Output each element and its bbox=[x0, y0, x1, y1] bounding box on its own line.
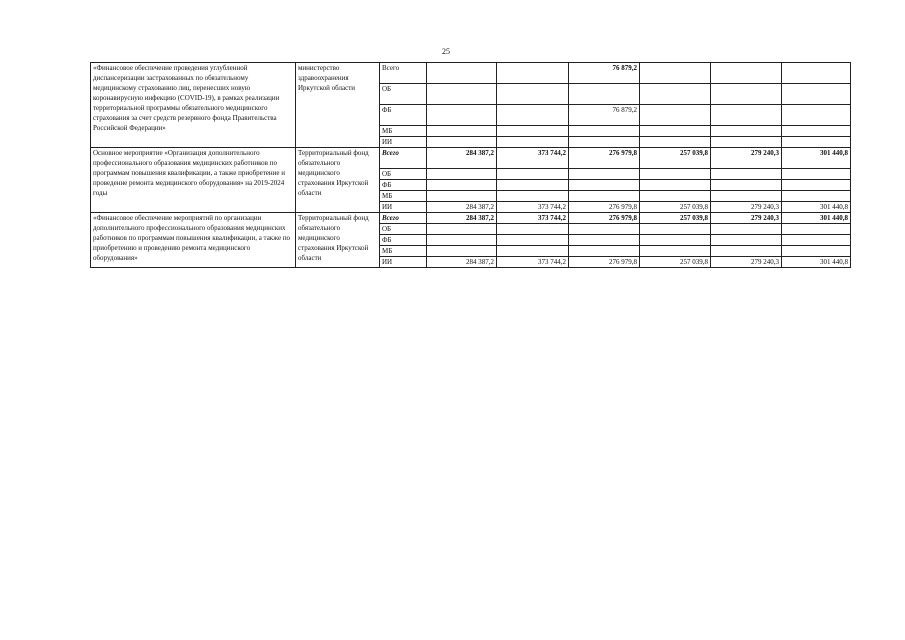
amount-cell bbox=[569, 191, 640, 202]
amount-cell: 301 440,8 bbox=[782, 148, 851, 169]
amount-cell: 276 979,8 bbox=[569, 148, 640, 169]
amount-cell bbox=[569, 84, 640, 105]
funding-source-cell: ОБ bbox=[380, 169, 427, 180]
amount-cell bbox=[711, 191, 782, 202]
amount-cell bbox=[497, 137, 569, 148]
amount-cell bbox=[497, 169, 569, 180]
amount-cell bbox=[640, 246, 711, 257]
amount-cell bbox=[569, 246, 640, 257]
funding-source-cell: ИИ bbox=[380, 137, 427, 148]
amount-cell bbox=[782, 126, 851, 137]
amount-cell bbox=[640, 126, 711, 137]
page-number: 25 bbox=[442, 47, 450, 56]
amount-cell bbox=[427, 63, 497, 84]
amount-cell bbox=[640, 224, 711, 235]
executor-cell: Территориальный фонд обязательного медицинского страхования Иркутской области bbox=[296, 213, 380, 268]
funding-source-cell: МБ bbox=[380, 191, 427, 202]
activity-name-cell: Основное мероприятие «Организация дополнительного профессионального образования медицинских работников по программам повышения квалификации, а также приобретение и проведение ремонта медицинского оборудования» на 2019-2024 годы bbox=[91, 148, 296, 213]
amount-cell: 76 879,2 bbox=[569, 63, 640, 84]
amount-cell bbox=[711, 224, 782, 235]
amount-cell bbox=[711, 63, 782, 84]
amount-cell: 276 979,8 bbox=[569, 257, 640, 268]
amount-cell bbox=[640, 235, 711, 246]
funding-source-cell: ФБ bbox=[380, 180, 427, 191]
amount-cell: 373 744,2 bbox=[497, 148, 569, 169]
amount-cell: 301 440,8 bbox=[782, 257, 851, 268]
amount-cell: 284 387,2 bbox=[427, 257, 497, 268]
amount-cell bbox=[782, 84, 851, 105]
amount-cell bbox=[569, 126, 640, 137]
funding-source-cell: ФБ bbox=[380, 235, 427, 246]
executor-cell: министерство здравоохранения Иркутской области bbox=[296, 63, 380, 148]
funding-source-cell: ФБ bbox=[380, 105, 427, 126]
amount-cell bbox=[427, 224, 497, 235]
amount-cell bbox=[497, 180, 569, 191]
amount-cell bbox=[640, 63, 711, 84]
amount-cell bbox=[427, 169, 497, 180]
funding-source-cell: ОБ bbox=[380, 84, 427, 105]
funding-source-cell: Всего bbox=[380, 148, 427, 169]
amount-cell: 257 039,8 bbox=[640, 257, 711, 268]
amount-cell bbox=[427, 246, 497, 257]
amount-cell: 257 039,8 bbox=[640, 148, 711, 169]
amount-cell bbox=[640, 180, 711, 191]
amount-cell bbox=[711, 126, 782, 137]
table-body bbox=[91, 63, 851, 268]
budget-table bbox=[90, 62, 851, 268]
amount-cell: 279 240,3 bbox=[711, 202, 782, 213]
amount-cell bbox=[782, 191, 851, 202]
amount-cell bbox=[569, 169, 640, 180]
amount-cell bbox=[497, 126, 569, 137]
table-row bbox=[91, 148, 851, 169]
amount-cell bbox=[711, 246, 782, 257]
amount-cell bbox=[497, 63, 569, 84]
amount-cell: 276 979,8 bbox=[569, 202, 640, 213]
amount-cell: 276 979,8 bbox=[569, 213, 640, 224]
amount-cell bbox=[782, 137, 851, 148]
amount-cell: 284 387,2 bbox=[427, 202, 497, 213]
amount-cell bbox=[782, 105, 851, 126]
activity-name-cell: «Финансовое обеспечение проведения углубленной диспансеризации застрахованных по обязательному медицинскому страхованию лиц, перенесших новую коронавирусную инфекцию (COVID-19), в рамках реализации территориальной программы обязательного медицинского страхования за счет средств резервного фонда Правительства Российской Федерации» bbox=[91, 63, 296, 148]
amount-cell: 301 440,8 bbox=[782, 202, 851, 213]
amount-cell: 76 879,2 bbox=[569, 105, 640, 126]
amount-cell bbox=[569, 235, 640, 246]
funding-source-cell: МБ bbox=[380, 246, 427, 257]
amount-cell bbox=[711, 235, 782, 246]
amount-cell bbox=[782, 63, 851, 84]
amount-cell bbox=[427, 180, 497, 191]
amount-cell bbox=[640, 137, 711, 148]
amount-cell bbox=[711, 169, 782, 180]
table-row bbox=[91, 63, 851, 84]
amount-cell bbox=[640, 105, 711, 126]
amount-cell bbox=[427, 84, 497, 105]
amount-cell: 257 039,8 bbox=[640, 202, 711, 213]
amount-cell bbox=[497, 235, 569, 246]
amount-cell bbox=[782, 235, 851, 246]
amount-cell bbox=[427, 105, 497, 126]
amount-cell: 279 240,3 bbox=[711, 257, 782, 268]
amount-cell bbox=[640, 169, 711, 180]
amount-cell bbox=[427, 137, 497, 148]
amount-cell bbox=[497, 191, 569, 202]
amount-cell bbox=[497, 246, 569, 257]
amount-cell: 279 240,3 bbox=[711, 148, 782, 169]
amount-cell bbox=[782, 246, 851, 257]
executor-cell: Территориальный фонд обязательного медицинского страхования Иркутской области bbox=[296, 148, 380, 213]
amount-cell bbox=[569, 137, 640, 148]
amount-cell: 284 387,2 bbox=[427, 148, 497, 169]
amount-cell: 373 744,2 bbox=[497, 202, 569, 213]
amount-cell bbox=[497, 84, 569, 105]
amount-cell: 284 387,2 bbox=[427, 213, 497, 224]
amount-cell bbox=[569, 224, 640, 235]
amount-cell: 373 744,2 bbox=[497, 213, 569, 224]
amount-cell bbox=[711, 84, 782, 105]
amount-cell bbox=[711, 180, 782, 191]
funding-source-cell: МБ bbox=[380, 126, 427, 137]
amount-cell bbox=[569, 180, 640, 191]
amount-cell bbox=[427, 191, 497, 202]
amount-cell bbox=[427, 235, 497, 246]
amount-cell: 279 240,3 bbox=[711, 213, 782, 224]
amount-cell bbox=[640, 191, 711, 202]
funding-source-cell: ОБ bbox=[380, 224, 427, 235]
amount-cell bbox=[497, 105, 569, 126]
amount-cell: 301 440,8 bbox=[782, 213, 851, 224]
amount-cell bbox=[711, 137, 782, 148]
funding-source-cell: ИИ bbox=[380, 202, 427, 213]
table-row bbox=[91, 213, 851, 224]
amount-cell bbox=[640, 84, 711, 105]
funding-source-cell: Всего bbox=[380, 213, 427, 224]
amount-cell bbox=[427, 126, 497, 137]
amount-cell bbox=[711, 105, 782, 126]
amount-cell bbox=[497, 224, 569, 235]
funding-source-cell: ИИ bbox=[380, 257, 427, 268]
amount-cell bbox=[782, 169, 851, 180]
amount-cell bbox=[782, 224, 851, 235]
amount-cell: 373 744,2 bbox=[497, 257, 569, 268]
activity-name-cell: «Финансовое обеспечение мероприятий по организации дополнительного профессионального образования медицинских работников по программам повышения квалификации, а также по приобретению и проведению ремонта медицинского оборудования» bbox=[91, 213, 296, 268]
amount-cell: 257 039,8 bbox=[640, 213, 711, 224]
funding-source-cell: Всего bbox=[380, 63, 427, 84]
amount-cell bbox=[782, 180, 851, 191]
